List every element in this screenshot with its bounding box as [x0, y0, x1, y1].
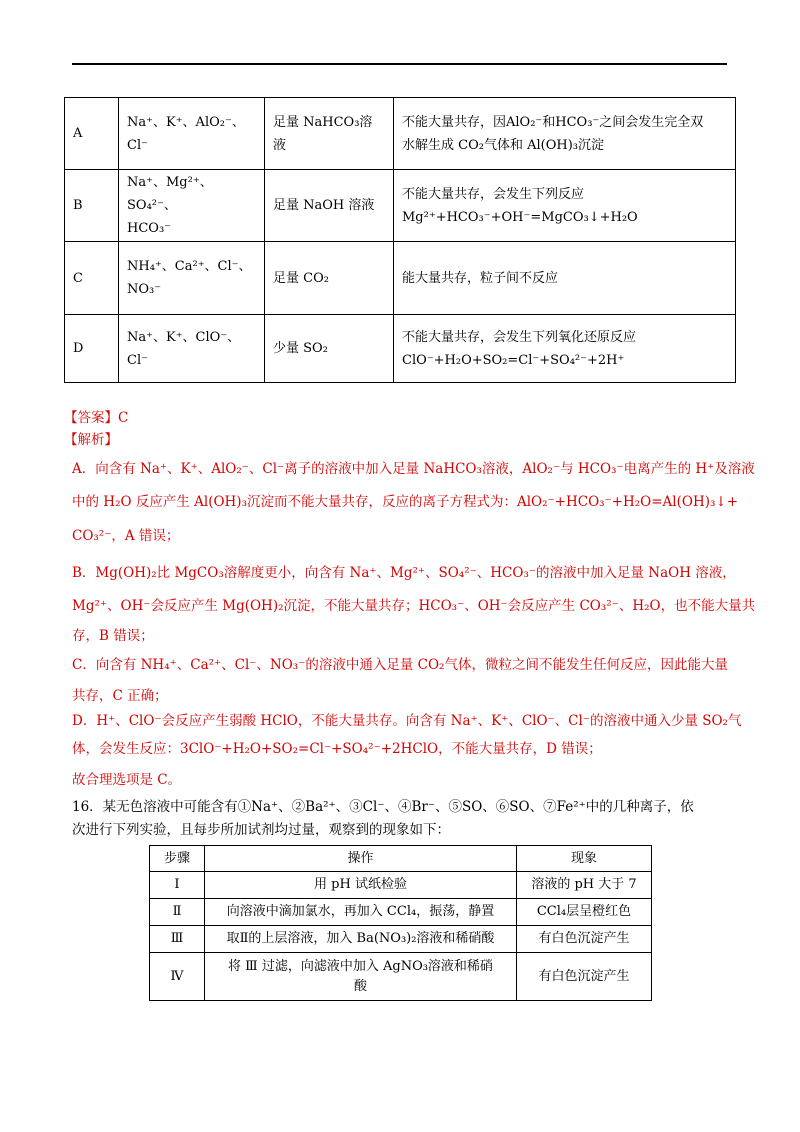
evaluation: [394, 98, 736, 170]
table-header-row: [150, 846, 652, 872]
ion-coexistence-table: [64, 97, 736, 383]
evaluation: [394, 315, 736, 383]
step-cell: Ⅰ: [150, 872, 205, 899]
question-16-line: 次进行下列实验，且每步所加试剂均过量，观察到的现象如下：: [72, 822, 450, 838]
ion-list: Na⁺、K⁺、AlO₂⁻、Cl⁻: [119, 98, 265, 170]
result-cell: 有白色沉淀产生: [517, 926, 652, 953]
evaluation-line: 水解生成 CO₂气体和 Al(OH)₃沉淀: [402, 137, 604, 153]
ion-line: HCO₃⁻: [127, 221, 172, 236]
reagent: 足量 NaOH 溶液: [265, 170, 394, 242]
result-cell: 溶液的 pH 大于 7: [517, 872, 652, 899]
table-row: [150, 872, 652, 899]
column-header: 现象: [517, 846, 652, 872]
evaluation-line: ClO⁻+H₂O+SO₂=Cl⁻+SO₄²⁻+2H⁺: [402, 352, 625, 368]
evaluation-line: 能大量共存，粒子间不反应: [402, 270, 559, 286]
result-cell: 有白色沉淀产生: [517, 953, 652, 1001]
answer-label: 【答案】: [64, 410, 118, 426]
ion-line: Na⁺、Mg²⁺、SO₄²⁻、: [127, 175, 213, 213]
step-cell: Ⅲ: [150, 926, 205, 953]
evaluation-line: 不能大量共存，会发生下列反应: [402, 186, 585, 202]
experiment-table: [149, 845, 652, 1001]
result-cell: CCl₄层呈橙红色: [517, 899, 652, 926]
header-rule: [72, 63, 727, 65]
row-label: D: [65, 315, 119, 383]
step-cell: Ⅱ: [150, 899, 205, 926]
table-row: [65, 170, 736, 242]
operation-cell: [205, 953, 517, 1001]
step-cell: Ⅳ: [150, 953, 205, 1001]
analysis-line: A．向含有 Na⁺、K⁺、AlO₂⁻、Cl⁻离子的溶液中加入足量 NaHCO₃溶液，AlO₂⁻与 HCO₃⁻电离产生的 H⁺及溶液: [72, 461, 755, 477]
ion-line: NO₃⁻: [127, 282, 162, 297]
question-16-line: 16．某无色溶液中可能含有①Na⁺、②Ba²⁺、③Cl⁻、④Br⁻、⑤SO、⑥SO、⑦Fe²⁺中的几种离子，依: [72, 799, 694, 815]
answer-value: C: [118, 410, 129, 426]
analysis-line: Mg²⁺、OH⁻会反应产生 Mg(OH)₂沉淀，不能大量共存；HCO₃⁻、OH⁻会反应产生 CO₃²⁻、H₂O，也不能大量共: [72, 598, 756, 614]
column-header: 操作: [205, 846, 517, 872]
ion-list: [119, 170, 265, 242]
analysis-line: 存，B 错误；: [72, 628, 154, 644]
analysis-line: 共存，C 正确；: [72, 688, 168, 704]
row-label: B: [65, 170, 119, 242]
analysis-line: D．H⁺、ClO⁻会反应产生弱酸 HClO，不能大量共存。向含有 Na⁺、K⁺、ClO⁻、Cl⁻的溶液中通入少量 SO₂气: [72, 713, 742, 729]
table-row: [65, 242, 736, 315]
analysis-line: 中的 H₂O 反应产生 Al(OH)₃沉淀而不能大量共存，反应的离子方程式为：AlO₂⁻+HCO₃⁻+H₂O=Al(OH)₃↓+: [72, 494, 739, 510]
row-label: A: [65, 98, 119, 170]
table-row: [65, 315, 736, 383]
table-row: [65, 98, 736, 170]
analysis-label: 【解析】: [64, 432, 118, 448]
ion-line: NH₄⁺、Ca²⁺、Cl⁻、: [127, 259, 252, 274]
table-row: [150, 899, 652, 926]
evaluation: [394, 242, 736, 315]
analysis-line: 体，会发生反应：3ClO⁻+H₂O+SO₂=Cl⁻+SO₄²⁻+2HClO，不能大量共存，D 错误；: [72, 741, 602, 757]
analysis-line: 故合理选项是 C。: [72, 772, 182, 788]
evaluation-line: 不能大量共存，因AlO₂⁻和HCO₃⁻之间会发生完全双: [402, 114, 704, 130]
reagent: 足量 CO₂: [265, 242, 394, 315]
operation-cell: 用 pH 试纸检验: [205, 872, 517, 899]
analysis-line: C．向含有 NH₄⁺、Ca²⁺、Cl⁻、NO₃⁻的溶液中通入足量 CO₂气体，微粒之间不能发生任何反应，因此能大量: [72, 657, 728, 673]
operation-cell: 向溶液中滴加氯水，再加入 CCl₄，振荡，静置: [205, 899, 517, 926]
table-row: [150, 926, 652, 953]
answer-line: [64, 408, 128, 428]
analysis-line: B．Mg(OH)₂比 MgCO₃溶解度更小，向含有 Na⁺、Mg²⁺、SO₄²⁻、HCO₃⁻的溶液中加入足量 NaOH 溶液，: [72, 565, 736, 581]
ion-list: [119, 242, 265, 315]
row-label: C: [65, 242, 119, 315]
operation-line: 酸: [353, 978, 367, 994]
reagent: 少量 SO₂: [265, 315, 394, 383]
reagent: 足量 NaHCO₃溶液: [265, 98, 394, 170]
operation-line: 将 Ⅲ 过滤，向滤液中加入 AgNO₃溶液和稀硝: [228, 958, 493, 974]
ion-list: Na⁺、K⁺、ClO⁻、Cl⁻: [119, 315, 265, 383]
evaluation-line: 不能大量共存，会发生下列氧化还原反应: [402, 329, 637, 345]
evaluation-line: Mg²⁺+HCO₃⁻+OH⁻=MgCO₃↓+H₂O: [402, 209, 638, 225]
evaluation: [394, 170, 736, 242]
analysis-line: CO₃²⁻，A 错误；: [72, 528, 180, 544]
column-header: 步骤: [150, 846, 205, 872]
operation-cell: 取Ⅱ的上层溶液，加入 Ba(NO₃)₂溶液和稀硝酸: [205, 926, 517, 953]
table-row: [150, 953, 652, 1001]
